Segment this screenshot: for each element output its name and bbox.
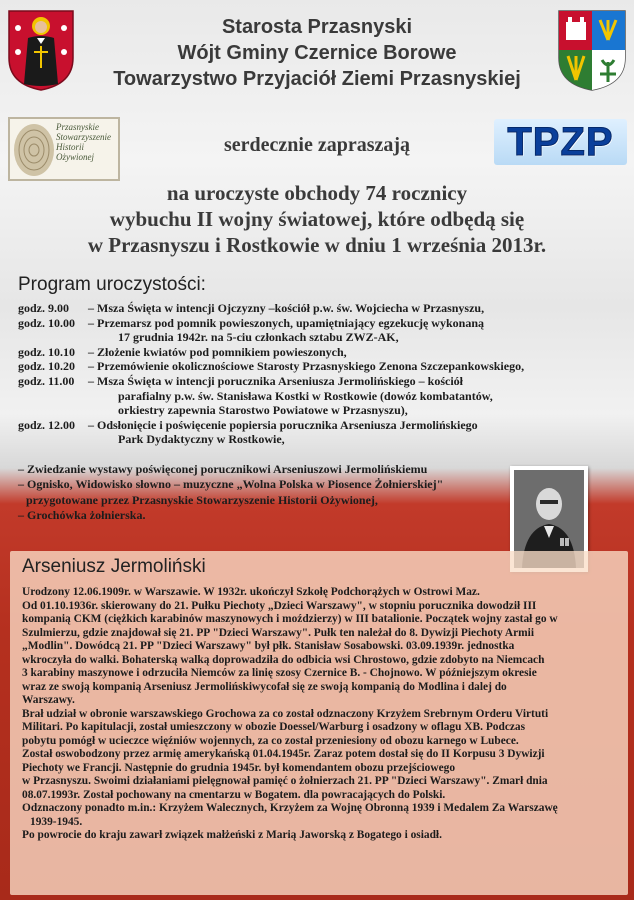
czernice-borowe-crest-icon (556, 8, 628, 92)
event-title (20, 180, 614, 258)
program-item (18, 418, 618, 447)
bio-line: w Przasnyszu. Swoimi działaniami pielęgnował pamięć o żołnierzach 21. PP "Dzieci Warszawy". Zmarł dnia (22, 775, 548, 787)
bio-line: „Modlin". Dowódcą 21. PP "Dzieci Warszawy" był płk. Stanisław Sosabowski. 03.09.1939r. jednostka (22, 640, 515, 652)
program-time: godz. 10.00 (18, 315, 75, 330)
program-desc: – Przemarsz pod pomnik powieszonych, upamiętniający egzekucję wykonaną 17 grudnia 1942r. na 5-ciu członkach sztabu ZWZ-AK, (88, 315, 484, 345)
bio-line: wkroczyła do walki. Bohaterską walką doprowadziła do odbicia wsi Chrostowo, gdzie zdobyto na Niemcach (22, 653, 545, 666)
organizer-line: Towarzystwo Przyjaciół Ziemi Przasnyskiej (113, 68, 521, 90)
bio-line: Brał udział w obronie warszawskiego Grochowa za co został odznaczony Krzyżem Srebrnym Orderu Virtuti (22, 707, 549, 720)
event-line: w Przasnyszu i Rostkowie w dniu 1 września 2013r. (87, 233, 547, 257)
extra-item: – Grochówka żołnierska. (18, 507, 146, 522)
history-society-logo (8, 117, 120, 181)
program-time: godz. 11.00 (18, 373, 75, 388)
bio-line: 1939-1945. (30, 815, 83, 828)
saint-crest-icon (6, 8, 76, 92)
program-time: godz. 9.00 (18, 301, 69, 315)
program-desc: – Złożenie kwiatów pod pomnikiem powieszonych, (88, 344, 347, 359)
program-desc: – Odsłonięcie i poświęcenie popiersia porucznika Arseniusza Jermolińskiego Park Dydaktyczny w Rostkowie, (88, 417, 478, 447)
logo-text: Przasnyskie Stowarzyszenie Historii Ożywionej (56, 122, 111, 162)
event-line: wybuchu II wojny światowej, które odbędą się (109, 207, 525, 231)
bio-line: Piechoty we Francji. Następnie do grudnia 1945r. był komendantem obozu przejściowego (22, 761, 456, 774)
bio-line: Warszawy. (22, 694, 75, 706)
event-line: na uroczyste obchody 74 rocznicy (166, 181, 468, 205)
biography-title: Arseniusz Jermoliński (22, 556, 206, 577)
program-item (18, 301, 618, 316)
invite-text: serdecznie zapraszają (223, 134, 411, 156)
organizer-line: Starosta Przasnyski (221, 16, 413, 38)
biography-text (22, 586, 622, 843)
program-time: godz. 10.20 (18, 359, 75, 374)
extra-item: przygotowane przez Przasnyskie Stowarzyszenie Historii Ożywionej, (26, 492, 378, 507)
bio-line: Po powrocie do kraju zawarł związek małżeński z Marią Jaworską z Bogatego i osiadł. (22, 829, 442, 841)
program-item (18, 359, 618, 374)
bio-line: pobytu pomógł w ucieczce więźniów wojennych, za co został przeniesiony od obozu karnego w Lubece. (22, 734, 519, 747)
organizers (90, 14, 544, 92)
bio-line: Został oswobodzony przez armię amerykańską 01.04.1945r. Zaraz potem dostał się do II Korpusu 3 Dywizji (22, 748, 545, 760)
program-item (18, 374, 618, 418)
bio-line: Urodzony 12.06.1909r. w Warszawie. W 1932r. ukończył Szkołę Podchorążych w Ostrowi Maz. (22, 586, 480, 598)
program-item (18, 345, 618, 360)
program-desc: – Msza Święta w intencji porucznika Arseniusza Jermolińskiego – kościół parafialny p.w. św. Stanisława Kostki w Rostkowie (dowóz kombatantów, orkiestry zapewnia Starostwo Powiatowe w Przasnyszu), (88, 373, 493, 418)
bio-line: Militari. Po kapitulacji, został umieszczony w obozie Doessel/Warburg i osadzony w oflagu XB. Podczas (22, 721, 526, 733)
bio-line: Odznaczony ponadto m.in.: Krzyżem Walecznych, Krzyżem za Wojnę Obronną 1939 i Medalem Za Warszawę (22, 802, 558, 814)
tree-stump-icon (12, 120, 56, 180)
extra-item: – Zwiedzanie wystawy poświęconej porucznikowi Arseniuszowi Jermolińskiemu (18, 462, 428, 476)
program-extras (18, 462, 518, 523)
program-title: Program uroczystości: (18, 274, 206, 295)
program-desc: – Przemówienie okolicznościowe Starosty Przasnyskiego Zenona Szczepankowskiego, (88, 359, 525, 374)
tpzp-logo: TPZP (494, 119, 627, 165)
program-desc: – Msza Święta w intencji Ojczyzny –kościół p.w. św. Wojciecha w Przasnyszu, (88, 301, 485, 315)
program-time: godz. 10.10 (18, 344, 75, 359)
program-time: godz. 12.00 (18, 417, 75, 432)
program-list (18, 301, 618, 447)
extra-item: – Ognisko, Widowisko słowno – muzyczne „Wolna Polska w Piosence Żołnierskiej" (18, 477, 444, 492)
organizer-line: Wójt Gminy Czernice Borowe (177, 42, 457, 64)
bio-line: 08.07.1993r. Został pochowany na cmentarzu w Bogatem. dla powracających do Polski. (22, 788, 446, 801)
program-item (18, 316, 618, 345)
bio-line: Szulmierzu, gdzie znajdował się 21. PP "Dzieci Warszawy". Pułk ten należał do 8. Dywizji Piechoty Armii (22, 626, 534, 639)
bio-line: Od 01.10.1936r. skierowany do 21. Pułku Piechoty „Dzieci Warszawy", w stopniu porucznika dowodził III (22, 599, 537, 612)
bio-line: wraz ze swoją kompanią Arseniusz Jermolińskiwycofał się ze swoją kompanią do Modlina i dalej do (22, 680, 507, 693)
bio-line: kompanią CKM (ciężkich karabinów maszynowych i moździerzy) w III batalionie. Początek wojny zastał go w (22, 613, 558, 625)
bio-line: 3 karabiny maszynowe i odrzuciła Niemców za linię szosy Czernice B. - Chojnowo. W późniejszym okresie (22, 667, 537, 679)
